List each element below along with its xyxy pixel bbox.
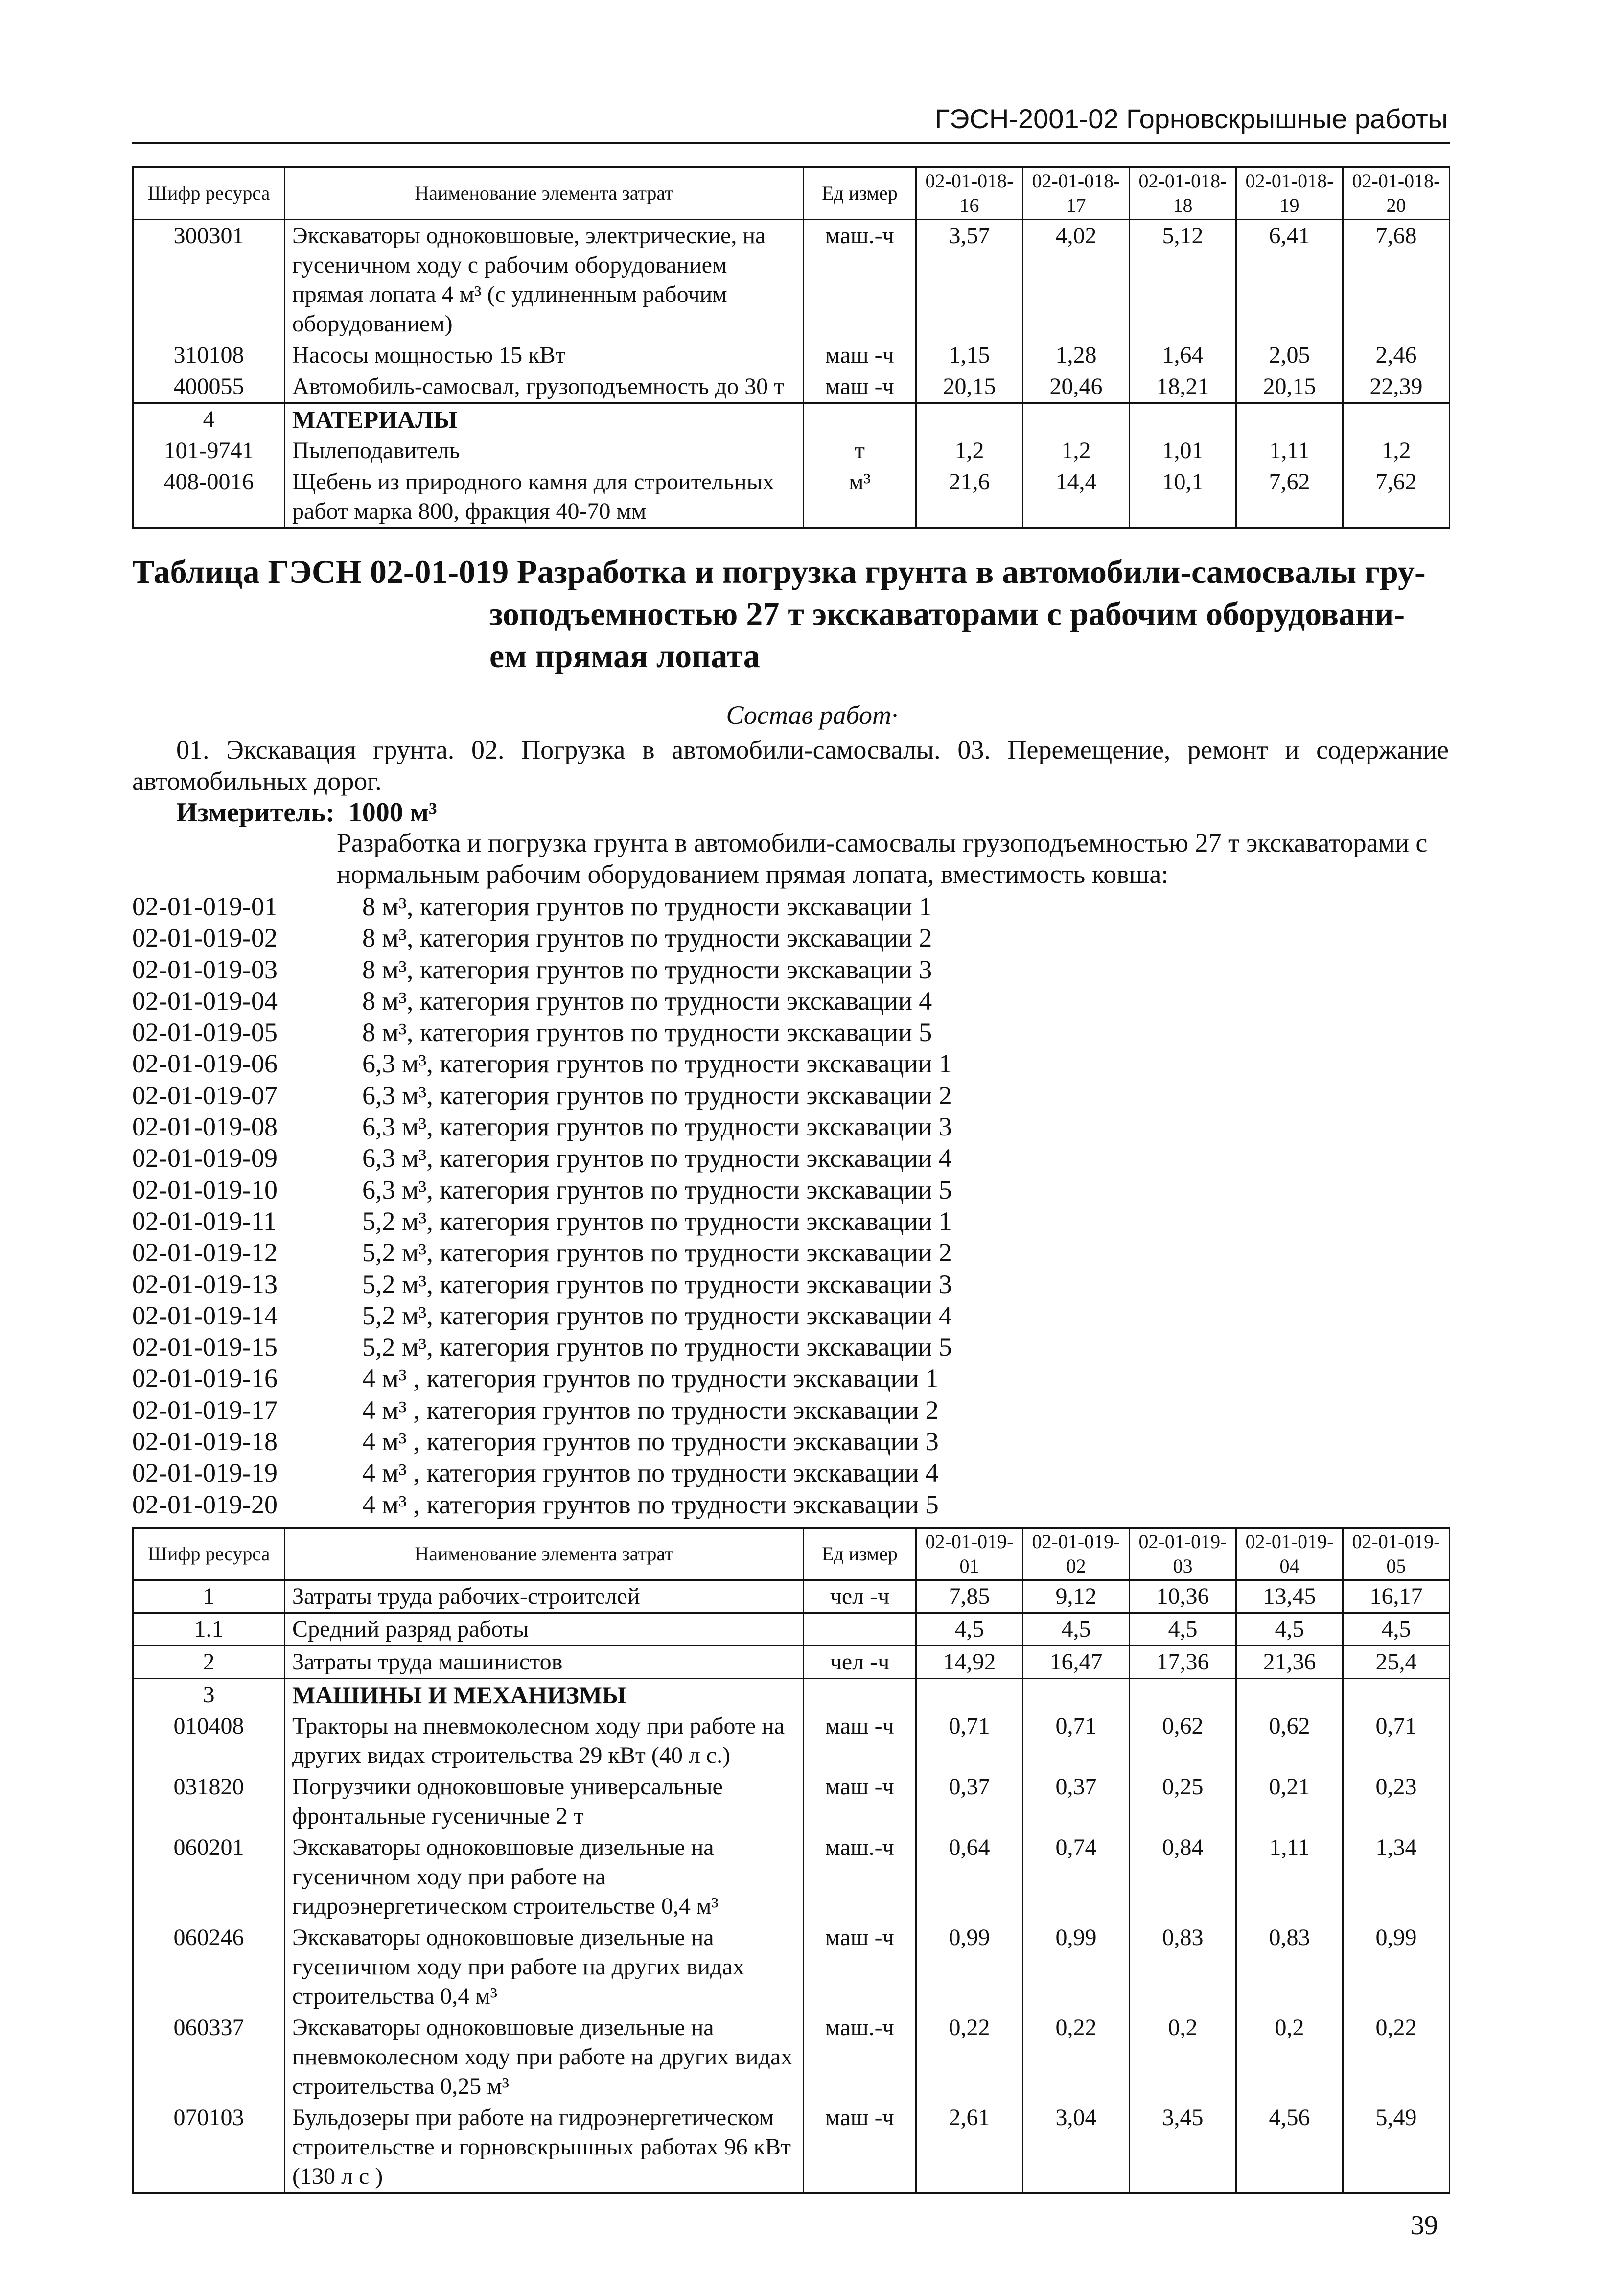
value-cell: 0,99 (1343, 1922, 1450, 2012)
value-cell: 0,74 (1023, 1832, 1130, 1922)
value-cell: 1,28 (1023, 340, 1130, 371)
table-row (133, 1646, 1450, 1679)
value-cell (1236, 1679, 1343, 1711)
value-cell: 0,23 (1343, 1771, 1450, 1832)
value-cell: 2,05 (1236, 340, 1343, 371)
resource-name-cell: МАШИНЫ И МЕХАНИЗМЫ (285, 1679, 804, 1711)
resource-code-cell: 400055 (133, 371, 285, 403)
value-cell: 7,85 (916, 1580, 1023, 1613)
variant-text: 6,3 м³, категория грунтов по трудности экскавации 2 (362, 1080, 952, 1110)
value-cell (1130, 1679, 1236, 1711)
unit-cell: маш -ч (804, 371, 916, 403)
value-cell: 4,5 (1023, 1613, 1130, 1646)
unit-cell (804, 1613, 916, 1646)
value-cell: 2,61 (916, 2102, 1023, 2193)
resource-code-cell: 010408 (133, 1711, 285, 1771)
value-cell: 1,64 (1130, 340, 1236, 371)
unit-cell: чел -ч (804, 1646, 916, 1679)
unit-cell: маш -ч (804, 340, 916, 371)
variant-code: 02-01-019-18 (132, 1427, 278, 1457)
table-row (133, 340, 1450, 371)
variant-text: 6,3 м³, категория грунтов по трудности экскавации 4 (362, 1143, 952, 1173)
value-cell: 3,04 (1023, 2102, 1130, 2193)
column-header: 02-01-019-03 (1130, 1528, 1236, 1580)
table-row (133, 1679, 1450, 1711)
variant-text: 4 м³ , категория грунтов по трудности экскавации 1 (362, 1364, 939, 1393)
value-cell: 10,36 (1130, 1580, 1236, 1613)
table-row (133, 2102, 1450, 2193)
variant-text: 4 м³ , категория грунтов по трудности экскавации 4 (362, 1458, 939, 1488)
variant-code: 02-01-019-08 (132, 1112, 278, 1142)
value-cell: 21,36 (1236, 1646, 1343, 1679)
value-cell: 4,5 (1130, 1613, 1236, 1646)
resource-code-cell: 060246 (133, 1922, 285, 2012)
value-cell: 7,62 (1236, 466, 1343, 528)
section-title-line: ем прямая лопата (489, 637, 760, 674)
value-cell: 0,71 (916, 1711, 1023, 1771)
resource-code-cell: 070103 (133, 2102, 285, 2193)
table-row (133, 1771, 1450, 1832)
variant-code: 02-01-019-02 (132, 923, 278, 953)
resource-name-cell: Затраты труда машинистов (285, 1646, 804, 1679)
value-cell: 14,92 (916, 1646, 1023, 1679)
column-header: Наименование элемента затрат (285, 1528, 804, 1580)
value-cell: 0,21 (1236, 1771, 1343, 1832)
variant-code: 02-01-019-06 (132, 1049, 278, 1079)
table-header-row (133, 167, 1450, 220)
value-cell: 0,62 (1130, 1711, 1236, 1771)
meter-label: Измеритель: (176, 797, 335, 828)
value-cell: 1,2 (1343, 435, 1450, 466)
unit-cell: маш -ч (804, 1771, 916, 1832)
resource-name-cell: Тракторы на пневмоколесном ходу при работе на других видах строительства 29 кВт (40 л с.) (285, 1711, 804, 1771)
column-header: 02-01-019-02 (1023, 1528, 1130, 1580)
page-header-title: ГЭСН-2001-02 Горновскрышные работы (934, 103, 1448, 134)
variant-row (132, 891, 952, 922)
variant-text: 5,2 м³, категория грунтов по трудности экскавации 1 (362, 1206, 952, 1236)
value-cell: 0,71 (1023, 1711, 1130, 1771)
resource-code-cell: 060337 (133, 2012, 285, 2102)
value-cell: 3,57 (916, 220, 1023, 340)
unit-cell: маш -ч (804, 1711, 916, 1771)
section-title-line: Таблица ГЭСН 02-01-019 Разработка и погрузка грунта в автомобили-самосвалы гру- (132, 553, 1426, 590)
value-cell: 20,15 (916, 371, 1023, 403)
resource-name-cell: Экскаваторы одноковшовые, электрические, на гусеничном ходу с рабочим оборудованием прямая лопата 4 м³ (с удлиненным рабочим оборудованием) (285, 220, 804, 340)
unit-cell: чел -ч (804, 1580, 916, 1613)
value-cell (1236, 403, 1343, 436)
value-cell (916, 403, 1023, 436)
meter-value: 1000 м³ (348, 797, 437, 828)
column-header: 02-01-019-05 (1343, 1528, 1450, 1580)
variant-text: 4 м³ , категория грунтов по трудности экскавации 3 (362, 1427, 939, 1457)
value-cell: 0,83 (1236, 1922, 1343, 2012)
variant-code: 02-01-019-07 (132, 1080, 278, 1110)
value-cell: 25,4 (1343, 1646, 1450, 1679)
variant-text: 8 м³, категория грунтов по трудности экскавации 5 (362, 1018, 932, 1047)
table-row (133, 435, 1450, 466)
variant-code: 02-01-019-17 (132, 1395, 278, 1425)
unit-cell: маш.-ч (804, 2012, 916, 2102)
resource-name-cell: Насосы мощностью 15 кВт (285, 340, 804, 371)
variant-row (132, 1426, 952, 1457)
variant-row (132, 1048, 952, 1079)
column-header: 02-01-018-18 (1130, 167, 1236, 220)
unit-cell: маш -ч (804, 1922, 916, 2012)
variant-row (132, 1205, 952, 1237)
variant-code: 02-01-019-03 (132, 954, 278, 984)
variant-row (132, 1080, 952, 1111)
value-cell (1130, 403, 1236, 436)
variant-text: 8 м³, категория грунтов по трудности экскавации 4 (362, 986, 932, 1016)
value-cell: 0,37 (1023, 1771, 1130, 1832)
variant-text: 5,2 м³, категория грунтов по трудности экскавации 4 (362, 1300, 952, 1330)
value-cell: 16,47 (1023, 1646, 1130, 1679)
value-cell: 0,64 (916, 1832, 1023, 1922)
value-cell: 20,46 (1023, 371, 1130, 403)
value-cell: 4,56 (1236, 2102, 1343, 2193)
variant-code: 02-01-019-01 (132, 892, 278, 921)
variant-code: 02-01-019-09 (132, 1143, 278, 1173)
variant-row (132, 985, 952, 1017)
value-cell: 0,2 (1236, 2012, 1343, 2102)
column-header: Шифр ресурса (133, 1528, 285, 1580)
value-cell: 21,6 (916, 466, 1023, 528)
unit-cell: маш.-ч (804, 1832, 916, 1922)
variant-code: 02-01-019-15 (132, 1332, 278, 1362)
column-header: 02-01-019-01 (916, 1528, 1023, 1580)
unit-cell (804, 1679, 916, 1711)
column-header: Ед измер (804, 167, 916, 220)
table-row (133, 2012, 1450, 2102)
resource-name-cell: Пылеподавитель (285, 435, 804, 466)
variant-text: 6,3 м³, категория грунтов по трудности экскавации 3 (362, 1112, 952, 1142)
value-cell: 1,15 (916, 340, 1023, 371)
value-cell (1023, 1679, 1130, 1711)
variant-row (132, 1363, 952, 1394)
value-cell: 16,17 (1343, 1580, 1450, 1613)
value-cell (1343, 403, 1450, 436)
value-cell: 5,49 (1343, 2102, 1450, 2193)
value-cell (1343, 1679, 1450, 1711)
variant-code: 02-01-019-19 (132, 1458, 278, 1488)
variant-row (132, 1457, 952, 1488)
value-cell: 0,99 (916, 1922, 1023, 2012)
value-cell: 1,2 (1023, 435, 1130, 466)
table-row (133, 466, 1450, 528)
value-cell: 0,25 (1130, 1771, 1236, 1832)
variant-row (132, 1174, 952, 1205)
table-row (133, 220, 1450, 340)
variant-code: 02-01-019-04 (132, 986, 278, 1016)
unit-cell: маш -ч (804, 2102, 916, 2193)
variant-row (132, 1017, 952, 1048)
value-cell: 0,22 (1343, 2012, 1450, 2102)
value-cell: 14,4 (1023, 466, 1130, 528)
column-header: 02-01-018-16 (916, 167, 1023, 220)
value-cell: 20,15 (1236, 371, 1343, 403)
variant-code: 02-01-019-14 (132, 1300, 278, 1330)
value-cell: 1,11 (1236, 1832, 1343, 1922)
resource-code-cell: 310108 (133, 340, 285, 371)
resource-code-cell: 060201 (133, 1832, 285, 1922)
resource-table-bottom (132, 1527, 1450, 2194)
composition-heading: Состав работ· (726, 700, 898, 730)
resource-name-cell: Автомобиль-самосвал, грузоподъемность до 30 т (285, 371, 804, 403)
value-cell: 4,5 (1236, 1613, 1343, 1646)
value-cell: 0,22 (1023, 2012, 1130, 2102)
resource-code-cell: 2 (133, 1646, 285, 1679)
variant-code: 02-01-019-16 (132, 1364, 278, 1393)
resource-name-cell: Щебень из природного камня для строительных работ марка 800, фракция 40-70 мм (285, 466, 804, 528)
resource-name-cell: МАТЕРИАЛЫ (285, 403, 804, 436)
resource-name-cell: Экскаваторы одноковшовые дизельные на пневмоколесном ходу при работе на других видах строительства 0,25 м³ (285, 2012, 804, 2102)
value-cell: 0,2 (1130, 2012, 1236, 2102)
unit-cell: маш.-ч (804, 220, 916, 340)
unit-cell: т (804, 435, 916, 466)
column-header: 02-01-018-17 (1023, 167, 1130, 220)
variant-text: 8 м³, категория грунтов по трудности экскавации 2 (362, 923, 932, 953)
column-header: 02-01-018-20 (1343, 167, 1450, 220)
resource-code-cell: 1 (133, 1580, 285, 1613)
value-cell: 1,34 (1343, 1832, 1450, 1922)
page-number: 39 (1411, 2210, 1438, 2241)
value-cell: 0,83 (1130, 1922, 1236, 2012)
unit-cell (804, 403, 916, 436)
variant-text: 4 м³ , категория грунтов по трудности экскавации 2 (362, 1395, 939, 1425)
table-row (133, 371, 1450, 403)
value-cell: 4,02 (1023, 220, 1130, 340)
section-title-line: зоподъемностью 27 т экскаваторами с рабочим оборудовани- (489, 595, 1405, 632)
variant-row (132, 1394, 952, 1426)
value-cell: 0,22 (916, 2012, 1023, 2102)
resource-code-cell: 4 (133, 403, 285, 436)
value-cell: 0,71 (1343, 1711, 1450, 1771)
resource-code-cell: 031820 (133, 1771, 285, 1832)
table-row (133, 1922, 1450, 2012)
variant-code: 02-01-019-12 (132, 1238, 278, 1268)
variant-text: 4 м³ , категория грунтов по трудности экскавации 5 (362, 1489, 939, 1519)
value-cell: 13,45 (1236, 1580, 1343, 1613)
value-cell: 4,5 (916, 1613, 1023, 1646)
resource-name-cell: Погрузчики одноковшовые универсальные фронтальные гусеничные 2 т (285, 1771, 804, 1832)
value-cell: 7,62 (1343, 466, 1450, 528)
header-divider (132, 142, 1450, 144)
variant-text: 8 м³, категория грунтов по трудности экскавации 3 (362, 954, 932, 984)
unit-cell: м³ (804, 466, 916, 528)
variant-code: 02-01-019-05 (132, 1018, 278, 1047)
variant-row (132, 1269, 952, 1300)
variant-text: 8 м³, категория грунтов по трудности экскавации 1 (362, 892, 932, 921)
column-header: 02-01-019-04 (1236, 1528, 1343, 1580)
resource-name-cell: Экскаваторы одноковшовые дизельные на гусеничном ходу при работе на гидроэнергетическом строительстве 0,4 м³ (285, 1832, 804, 1922)
composition-text: 01. Экскавация грунта. 02. Погрузка в автомобили-самосвалы. 03. Перемещение, ремонт и содержание автомобильных дорог. (132, 735, 1449, 796)
value-cell: 7,68 (1343, 220, 1450, 340)
resource-table-top (132, 166, 1450, 529)
value-cell: 0,84 (1130, 1832, 1236, 1922)
variant-code: 02-01-019-11 (132, 1206, 277, 1236)
variant-text: 6,3 м³, категория грунтов по трудности экскавации 1 (362, 1049, 952, 1079)
value-cell: 0,62 (1236, 1711, 1343, 1771)
table-row (133, 1613, 1450, 1646)
value-cell: 2,46 (1343, 340, 1450, 371)
variant-row (132, 922, 952, 953)
variant-row (132, 954, 952, 985)
resource-name-cell: Средний разряд работы (285, 1613, 804, 1646)
table-header-row (133, 1528, 1450, 1580)
variant-text: 5,2 м³, категория грунтов по трудности экскавации 3 (362, 1269, 952, 1299)
resource-name-cell: Затраты труда рабочих-строителей (285, 1580, 804, 1613)
table-row (133, 403, 1450, 436)
meter-line (176, 797, 437, 828)
column-header: 02-01-018-19 (1236, 167, 1343, 220)
section-title (132, 551, 1444, 677)
value-cell (916, 1679, 1023, 1711)
variant-text: 5,2 м³, категория грунтов по трудности экскавации 5 (362, 1332, 952, 1362)
variant-list (132, 891, 952, 1520)
value-cell: 5,12 (1130, 220, 1236, 340)
value-cell: 1,01 (1130, 435, 1236, 466)
resource-code-cell: 1.1 (133, 1613, 285, 1646)
table-row (133, 1580, 1450, 1613)
value-cell: 22,39 (1343, 371, 1450, 403)
column-header: Наименование элемента затрат (285, 167, 804, 220)
table-row (133, 1832, 1450, 1922)
variant-text: 6,3 м³, категория грунтов по трудности экскавации 5 (362, 1175, 952, 1204)
resource-code-cell: 408-0016 (133, 466, 285, 528)
resource-name-cell: Экскаваторы одноковшовые дизельные на гусеничном ходу при работе на других видах строительства 0,4 м³ (285, 1922, 804, 2012)
value-cell: 1,11 (1236, 435, 1343, 466)
value-cell: 0,37 (916, 1771, 1023, 1832)
value-cell: 4,5 (1343, 1613, 1450, 1646)
value-cell: 9,12 (1023, 1580, 1130, 1613)
variant-row (132, 1111, 952, 1142)
variant-intro: Разработка и погрузка грунта в автомобили-самосвалы грузоподъемностью 27 т экскаваторами с нормальным рабочим оборудованием прямая лопата, вместимость ковша: (337, 828, 1428, 889)
variant-text: 5,2 м³, категория грунтов по трудности экскавации 2 (362, 1238, 952, 1268)
value-cell: 1,2 (916, 435, 1023, 466)
variant-row (132, 1331, 952, 1363)
value-cell: 18,21 (1130, 371, 1236, 403)
resource-name-cell: Бульдозеры при работе на гидроэнергетическом строительстве и горновскрышных работах 96 кВт (130 л с ) (285, 2102, 804, 2193)
value-cell: 10,1 (1130, 466, 1236, 528)
variant-code: 02-01-019-10 (132, 1175, 278, 1204)
variant-row (132, 1142, 952, 1174)
variant-row (132, 1489, 952, 1520)
column-header: Шифр ресурса (133, 167, 285, 220)
table-row (133, 1711, 1450, 1771)
variant-code: 02-01-019-20 (132, 1489, 278, 1519)
resource-code-cell: 101-9741 (133, 435, 285, 466)
variant-row (132, 1237, 952, 1268)
value-cell: 0,99 (1023, 1922, 1130, 2012)
value-cell: 3,45 (1130, 2102, 1236, 2193)
value-cell: 6,41 (1236, 220, 1343, 340)
variant-row (132, 1300, 952, 1331)
column-header: Ед измер (804, 1528, 916, 1580)
resource-code-cell: 3 (133, 1679, 285, 1711)
resource-code-cell: 300301 (133, 220, 285, 340)
variant-code: 02-01-019-13 (132, 1269, 278, 1299)
value-cell (1023, 403, 1130, 436)
value-cell: 17,36 (1130, 1646, 1236, 1679)
